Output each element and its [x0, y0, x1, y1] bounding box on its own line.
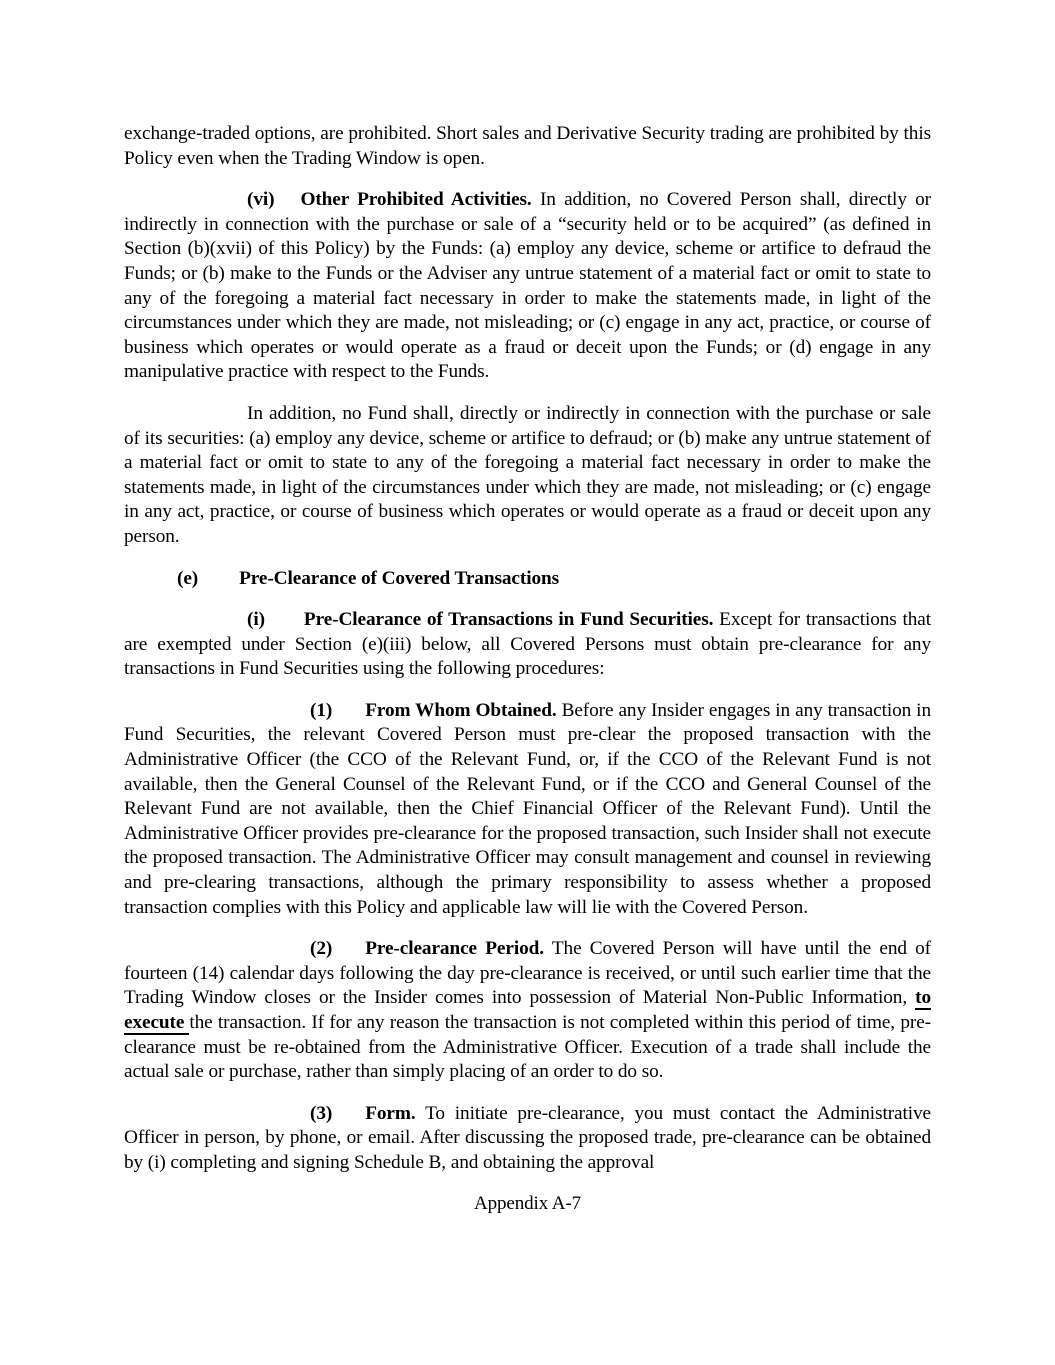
paragraph-body: Except for transactions that are exempted under Section (e)(iii) below, all Covered Persons must obtain pre-clearance for any transactions in Fund Securities using the following procedures:	[124, 609, 931, 680]
paragraph-body: In addition, no Fund shall, directly or indirectly in connection with the purchase or sale of its securities: (a) employ any device, scheme or artifice to defraud; or (b) make any untrue statement of a material fact or omit to state to any of the foregoing a material fact necessary in order to make the statements made, in light of the circumstances under which they are made, not misleading; or (c) engage in any act, practice, or course of business which operates or would operate as a fraud or deceit upon any person.	[124, 402, 931, 547]
paragraph-body: The Covered Person will have until the end of fourteen (14) calendar days following the day pre-clearance is received, or until such earlier time that the Trading Window closes or the Insider comes into possession of Material Non-Public Information,	[124, 938, 932, 1009]
paragraph-body: In addition, no Covered Person shall, directly or indirectly in connection with the purchase or sale of a “security held or to be acquired” (as defined in Section (b)(xvii) of this Policy) by the Funds: (a) employ any device, scheme or artifice to defraud the Funds; or (b) make to the Funds or the Adviser any untrue statement of a material fact or omit to state to any of the foregoing a material fact necessary in order to make the statements made, in light of the circumstances under which they are made, not misleading; or (c) engage in any act, practice, or course of business which operates or would operate as a fraud or deceit upon the Funds; or (d) engage in any manipulative practice with respect to the Funds.	[124, 189, 931, 383]
paragraph-form	[124, 1102, 931, 1176]
section-number: (e)	[177, 567, 199, 589]
page-footer: Appendix A-7	[474, 1193, 581, 1214]
paragraph-preclearance-period	[124, 937, 931, 1085]
section-heading: Form.	[365, 1102, 416, 1124]
section-heading: Other Prohibited Activities.	[300, 189, 532, 211]
paragraph-other-prohibited-activities	[124, 188, 931, 385]
paragraph-body: exchange-traded options, are prohibited. Short sales and Derivative Security trading are prohibited by this Policy even when the Trading Window is open.	[124, 123, 931, 169]
tab-spacer	[198, 583, 239, 584]
section-number: (2)	[310, 938, 333, 960]
section-title: Pre-Clearance of Covered Transactions	[239, 567, 560, 589]
section-heading: From Whom Obtained.	[365, 699, 557, 721]
section-heading: Pre-Clearance of Transactions in Fund Securities.	[303, 609, 714, 631]
paragraph-from-whom-obtained	[124, 699, 931, 920]
paragraph-no-fund	[124, 402, 931, 550]
underlined-emphasis: to execute	[124, 987, 931, 1033]
section-number: (1)	[310, 699, 333, 721]
heading-pre-clearance	[124, 567, 931, 592]
section-heading: Pre-clearance Period.	[365, 938, 544, 960]
paragraph-preclearance-fund-securities	[124, 608, 931, 682]
tab-spacer	[274, 204, 300, 205]
tab-spacer	[332, 1118, 365, 1119]
paragraph-body: Before any Insider engages in any transaction in Fund Securities, the relevant Covered Person must pre-clear the proposed transaction with the Administrative Officer (the CCO of the Relevant Fund, or, if the CCO of the Relevant Fund is not available, then the General Counsel of the Relevant Fund, or if the CCO and General Counsel of the Relevant Fund are not available, then the Chief Financial Officer of the Relevant Fund). Until the Administrative Officer provides pre-clearance for the proposed transaction, such Insider shall not execute the proposed transaction. The Administrative Officer may consult management and counsel in reviewing and pre-clearing transactions, although the primary responsibility to assess whether a proposed transaction complies with this Policy and applicable law will lie with the Covered Person.	[124, 699, 931, 918]
section-number: (3)	[310, 1102, 333, 1124]
tab-spacer	[332, 715, 365, 716]
section-number: (i)	[247, 609, 265, 631]
tab-spacer	[332, 953, 365, 954]
paragraph-body: To initiate pre-clearance, you must contact the Administrative Officer in person, by phone, or email. After discussing the proposed trade, pre-clearance can be obtained by (i) completing and signing Schedule B, and obtaining the approval	[124, 1102, 931, 1173]
paragraph-body: the transaction. If for any reason the transaction is not completed within this period of time, pre-clearance must be re-obtained from the Administrative Officer. Execution of a trade shall include the actual sale or purchase, rather than simply placing of an order to do so.	[124, 1012, 931, 1083]
paragraph-continuation	[124, 122, 931, 171]
section-number: (vi)	[247, 189, 275, 211]
tab-spacer	[265, 624, 304, 625]
